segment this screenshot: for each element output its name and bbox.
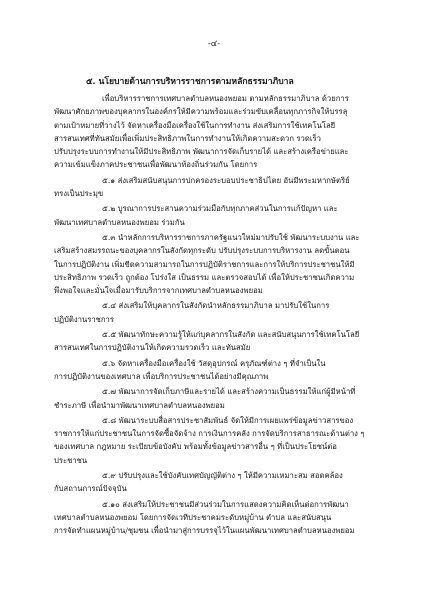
paragraph-line: ปรับปรุงระบบการทำงานให้มีประสิทธิภาพ พัฒนาการจัดเก็บรายได้ และสร้างเครือข่ายและ [54, 147, 349, 157]
paragraph [54, 469, 374, 496]
paragraph [54, 414, 374, 467]
paragraph-line: ๕.๕ พัฒนาทักษะความรู้ให้แก่บุคลากรในสังกัด และสนับสนุนการใช้เทคโนโลยี [102, 330, 360, 340]
paragraph [54, 202, 374, 229]
paragraph-line: ชำระภาษี เพื่อนำมาพัฒนาเทศบาลตำบลหนองพยอม [54, 400, 225, 410]
paragraph-line: ๕.๙ ปรับปรุงและใช้บังคับเทศบัญญัติต่าง ๆ ให้มีความเหมาะสม สอดคล้อง [102, 471, 343, 481]
paragraph-line: ในการปฏิบัติงาน เพิ่มขีดความสามารถในการปฏิบัติราชการและการให้บริการประชาชนให้มี [54, 259, 355, 269]
paragraph [54, 92, 374, 172]
paragraph-list [54, 92, 374, 538]
paragraph [54, 498, 374, 538]
paragraph-line: ความเข้มแข็งภาคประชาชนเพื่อพัฒนาท้องถิ่นร่วมกัน โดยการ [54, 160, 258, 170]
paragraph-line: ของเทศบาล กฎหมาย ระเบียบข้อบังคับ พร้อมทั้งข้อมูลข่าวสารอื่น ๆ ที่เป็นประโยชน์ต่อ [54, 442, 337, 452]
paragraph-line: ๕.๒ บูรณาการประสานความร่วมมือกับทุกภาคส่วนในการแก้ปัญหา และ [102, 204, 338, 214]
paragraph-line: ราชการให้แก่ประชาชนในการจัดซื้อจัดจ้าง การเงินการคลัง การจัดบริการสาธารณะด้านต่าง ๆ [54, 429, 365, 439]
paragraph-line: การปฏิบัติงานของเทศบาล เพื่อบริการประชาชนได้อย่างมีคุณภาพ [54, 371, 269, 381]
paragraph-line: ๕.๓ นำหลักการบริหารราชการภาครัฐแนวใหม่มาปรับใช้ พัฒนาระบบงาน และ [102, 232, 360, 242]
paragraph-line: สารสนเทศในการปฏิบัติงานให้เกิดความรวดเร็ว และทันสมัย [54, 343, 251, 353]
page-number: -๔- [207, 39, 221, 49]
section-heading: ๕. นโยบายด้านการบริหารราชการตามหลักธรรมาภิบาล [86, 77, 294, 87]
paragraph-line: ประสิทธิภาพ รวดเร็ว ถูกต้อง โปร่งใส เป็นธรรม และตรวจสอบได้ เพื่อให้ประชาชนเกิดความ [54, 272, 355, 282]
paragraph-line: ๕.๖ จัดหาเครื่องมือเครื่องใช้ วัสดุอุปกรณ์ ครุภัณฑ์ต่าง ๆ ที่จำเป็นใน [102, 358, 326, 368]
paragraph-line: พัฒนาเทศบาลตำบลหนองพยอม ร่วมกัน [54, 217, 185, 227]
paragraph-line: เพื่อบริหารราชการเทศบาลตำบลหนองพยอม ตามหลักธรรมาภิบาล ด้วยการ [102, 94, 349, 103]
paragraph-line: ทรงเป็นประมุข [54, 189, 104, 199]
paragraph [54, 328, 374, 355]
paragraph-line: ๕.๔ ส่งเสริมให้บุคลากรในสังกัดนำหลักธรรมาภิบาล มาปรับใช้ในการ [102, 301, 330, 311]
paragraph-line: ปฏิบัติงานราชการ [54, 314, 115, 324]
paragraph-line: เสริมสร้างสมรรถนะของบุคลากรในสังกัดทุกระดับ ปรับปรุงระบบการบริหารงาน ลดขั้นตอน [54, 246, 350, 256]
paragraph-line: ๕.๘ พัฒนาระบบสื่อสารประชาสัมพันธ์ จัดให้มีการเผยแพร่ข้อมูลข่าวสารของ [102, 415, 354, 425]
paragraph [54, 174, 374, 201]
paragraph-line: การจัดทำแผนหมู่บ้าน/ชุมชน เพื่อนำมาสู่การบรรจุไว้ในแผนพัฒนาเทศบาลตำบลหนองพยอม [54, 526, 355, 536]
paragraph-line: ๕.๗ พัฒนาการจัดเก็บภาษีและรายได้ และสร้างความเป็นธรรมให้แก่ผู้มีหน้าที่ [102, 387, 356, 397]
paragraph-line: ตามเป้าหมายที่วางไว้ จัดหาเครื่องมือเครื่องใช้ในการทำงาน ส่งเสริมการใช้เทคโนโลยี [54, 120, 336, 130]
paragraph [54, 231, 374, 297]
paragraph-line: สารสนเทศที่ทันสมัยเพื่อเพิ่มประสิทธิภาพในการทำงานให้เกิดความสะดวก รวดเร็ว [54, 133, 321, 143]
paragraph [54, 299, 374, 326]
paragraph [54, 357, 374, 384]
paragraph-line: ๕.๑ ส่งเสริมสนับสนุนการปกครองระบอบประชาธิปไตย อันมีพระมหากษัตริย์ [102, 175, 350, 185]
paragraph-line: กับสถานการณ์ปัจจุบัน [54, 484, 127, 494]
paragraph-line: ๕.๑๐ ส่งเสริมให้ประชาชนมีส่วนร่วมในการแสดงความคิดเห็นต่อการพัฒนา [102, 499, 349, 509]
paragraph-line: พึงพอใจและมั่นใจเมื่อมารับบริการจากเทศบาลตำบลหนองพยอม [54, 286, 263, 296]
paragraph-line: ประชาชน [54, 455, 88, 465]
paragraph-line: พัฒนาศักยภาพของบุคลากรในองค์กรให้มีความพร้อมและร่วมขับเคลื่อนทุกภารกิจให้บรรลุ [54, 107, 348, 117]
paragraph-line: เทศบาลตำบลหนองพยอม โดยการจัดเวทีประชาคมระดับหมู่บ้าน ตำบล และสนับสนุน [54, 512, 332, 522]
paragraph [54, 385, 374, 412]
